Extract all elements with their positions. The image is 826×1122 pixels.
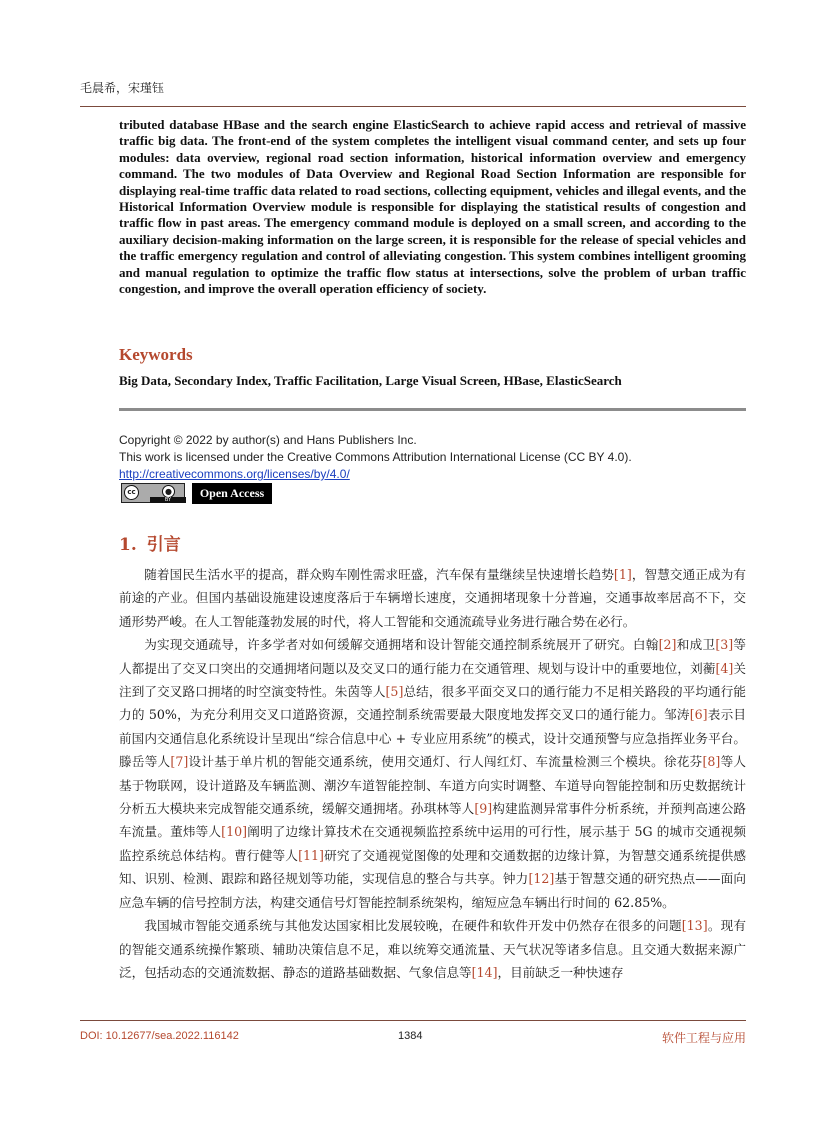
paragraph-text: 研究了交通视觉图像的处理和交通数据的边缘计算，为智慧交通系统提供感知、识别、检测、跟踪和路径规划等功能，实现信息的整合与共享。钟力 xyxy=(119,847,747,887)
citation-link[interactable]: [13] xyxy=(681,918,708,934)
cc-by-badge[interactable] xyxy=(121,483,185,503)
paragraph-text: 和成卫 xyxy=(676,637,716,653)
paragraph-text: ，智慧交通正成为有前途的产业。但国内基础设施建设速度落后于车辆增长速度，交通拥堵现象十分普遍，交通事故率居高不下，交通形势严峻。在人工智能蓬勃发展的时代，将人工智能和交通流疏导业务进行融合势在必行。 xyxy=(119,567,747,629)
copyright-block xyxy=(119,432,746,483)
paragraph-text: 构建监测异常事件分析系统，并预判高速公路车流量。董炜等人 xyxy=(119,801,747,840)
license-line: This work is licensed under the Creative Commons Attribution International License (CC BY 4.0). xyxy=(119,450,632,464)
cc-icon: cc xyxy=(124,485,139,500)
paragraph-text: 基于智慧交通的研究热点——面向应急车辆的信号控制方法，构建交通信号灯智能控制系统架构，缩短应急车辆出行时间的 62.85%。 xyxy=(119,871,747,910)
paragraph-text: 设计基于单片机的智能交通系统，使用交通灯、行人闯红灯、车流量检测三个模块。徐花芬 xyxy=(188,754,703,770)
paragraph-text: 阐明了边缘计算技术在交通视频监控系统中运用的可行性，展示基于 5G 的城市交通视频监控系统总体结构。曹行健等人 xyxy=(119,824,746,863)
abstract-text: tributed database HBase and the search engine ElasticSearch to achieve rapid access and retrieval of massive traffic big data. The front-end of the system completes the intelligent visual command center, and sets up four modules: data overview, regional road section information, historical information overview and emergency command. The two modules of Data Overview and Regional Road Section Information are responsible for displaying real-time traffic data related to road sections, collecting equipment, vehicles and illegal events, and the Historical Information Overview module is responsible for displaying the statistical results of congestion and traffic flow in past areas. The emergency command module is deployed on a small screen, and according to the auxiliary decision-making information on the large screen, it is responsible for the release of special vehicles and the traffic emergency regulation and control of alleviating congestion. This system combines intelligent grooming and manual regulation to optimize the traffic flow status at intersections, solve the problem of urban traffic congestion, and improve the overall operation efficiency of society. xyxy=(119,117,746,297)
header-divider xyxy=(80,106,746,107)
citation-link[interactable]: [6] xyxy=(689,707,708,723)
footer-doi[interactable]: DOI: 10.12677/sea.2022.116142 xyxy=(80,1030,239,1042)
section-heading xyxy=(119,530,181,555)
paragraph-text: 等人基于物联网，设计道路及车辆监测、潮汐车道智能控制、车道方向实时调整、车道导向智能控制和历史数据统计分析五大模块来完成智能交通系统，缓解交通拥堵。孙琪林等人 xyxy=(119,754,747,817)
footer-divider xyxy=(80,1020,746,1021)
running-header-authors: 毛晨希，宋瑾钰 xyxy=(80,81,165,95)
journal-name: 软件工程与应用 xyxy=(661,1031,746,1045)
body-paragraph xyxy=(119,563,746,633)
body-paragraph xyxy=(119,633,746,914)
citation-link[interactable]: [7] xyxy=(170,754,189,770)
license-link[interactable]: http://creativecommons.org/licenses/by/4.0/ xyxy=(119,467,350,481)
citation-link[interactable]: [5] xyxy=(385,684,404,700)
paragraph-text: 等人都提出了交叉口突出的交通拥堵问题以及交叉口的通行能力在交通管理、规划与设计中的重要地位，刘蘅 xyxy=(119,637,747,676)
open-access-badge[interactable]: Open Access xyxy=(192,483,272,504)
citation-link[interactable]: [1] xyxy=(613,567,632,582)
section-number: 1. xyxy=(119,535,137,555)
section-title-text: 引言 xyxy=(146,535,181,555)
by-label: BY xyxy=(150,497,186,503)
section-divider xyxy=(119,408,746,411)
keywords-list: Big Data, Secondary Index, Traffic Facilitation, Large Visual Screen, HBase, ElasticSearch xyxy=(119,373,622,388)
paragraph-text: 表示目前国内交通信息化系统设计呈现出“综合信息中心 + 专业应用系统”的模式，设计交通预警与应急指挥业务平台。滕岳等人 xyxy=(119,707,746,770)
paragraph-text: 总结，很多平面交叉口的通行能力不足相关路段的平均通行能力的 50%，为充分利用交叉口道路资源，交通控制系统需要最大限度地发挥交叉口的通行能力。邹涛 xyxy=(119,684,747,723)
copyright-line: Copyright © 2022 by author(s) and Hans Publishers Inc. xyxy=(119,433,417,447)
citation-link[interactable]: [11] xyxy=(298,847,324,863)
paragraph-text: 随着国民生活水平的提高，群众购车刚性需求旺盛，汽车保有量继续呈快速增长趋势 xyxy=(144,567,614,582)
paragraph-text: 。现有的智能交通系统操作繁琐、辅助决策信息不足，难以统筹交通流量、天气状况等诸多信息。且交通大数据来源广泛，包括动态的交通流数据、静态的道路基础数据、气象信息等 xyxy=(119,918,747,980)
paragraph-text: 为实现交通疏导，许多学者对如何缓解交通拥堵和设计智能交通控制系统展开了研究。白翰 xyxy=(144,637,659,653)
paragraph-text: 关注到了交叉路口拥堵的时空演变特性。朱茵等人 xyxy=(119,660,747,700)
attribution-person-icon: ● xyxy=(162,485,175,498)
citation-link[interactable]: [9] xyxy=(474,801,493,817)
body-text xyxy=(119,563,746,984)
paragraph-text: 我国城市智能交通系统与其他发达国家相比发展较晚，在硬件和软件开发中仍然存在很多的问题 xyxy=(144,918,682,934)
body-paragraph xyxy=(119,914,746,984)
citation-link[interactable]: [4] xyxy=(715,660,734,676)
citation-link[interactable]: [3] xyxy=(715,637,734,653)
citation-link[interactable]: [14] xyxy=(471,964,498,980)
citation-link[interactable]: [12] xyxy=(528,871,555,887)
citation-link[interactable]: [8] xyxy=(702,754,721,770)
keywords-heading: Keywords xyxy=(119,345,193,364)
page-number: 1384 xyxy=(398,1030,423,1042)
paragraph-text: ，目前缺乏一种快速存 xyxy=(497,964,624,980)
citation-link[interactable]: [10] xyxy=(221,824,248,840)
citation-link[interactable]: [2] xyxy=(658,637,677,653)
